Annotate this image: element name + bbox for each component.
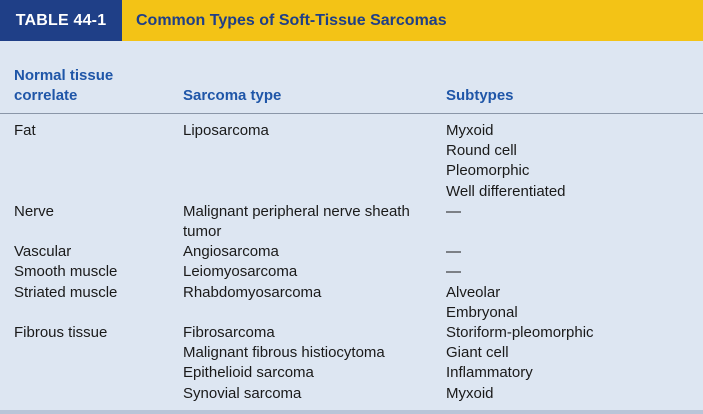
cell-sarcoma-type: Epithelioid sarcoma: [183, 364, 314, 382]
cell-subtype: Myxoid: [446, 122, 494, 139]
table-title: Common Types of Soft-Tissue Sarcomas: [136, 11, 447, 29]
cell-sarcoma-type: Angiosarcoma: [183, 243, 279, 261]
cell-subtype: Alveolar: [446, 283, 501, 301]
cell-subtype: Storiform-pleomorphic: [446, 324, 594, 341]
cell-subtype: —: [446, 243, 461, 261]
cell-tissue: Striated muscle: [14, 283, 118, 301]
cell-subtype: Round cell: [446, 142, 517, 160]
header-normal-tissue-line2: correlate: [14, 87, 78, 104]
cell-tissue: Fibrous tissue: [14, 324, 108, 341]
cell-tissue: Nerve: [14, 202, 55, 220]
header-normal-tissue-line1: Normal tissue: [14, 67, 114, 84]
cell-subtype: —: [446, 202, 461, 220]
cell-tissue: Fat: [14, 122, 36, 139]
header-normal-tissue: [14, 66, 113, 106]
cell-sarcoma-type: Malignant fibrous histiocytoma: [183, 344, 385, 362]
cell-sarcoma-type: Synovial sarcoma: [183, 384, 302, 402]
cell-sarcoma-type: Malignant peripheral nerve sheath: [183, 202, 410, 220]
table-bottom-rule: [0, 410, 703, 414]
cell-sarcoma-type: tumor: [183, 223, 222, 240]
cell-subtype: Pleomorphic: [446, 162, 530, 180]
cell-subtype: Embryonal: [446, 303, 518, 321]
table-title-bar: [0, 0, 703, 41]
cell-sarcoma-type: Fibrosarcoma: [183, 324, 275, 341]
cell-sarcoma-type: Leiomyosarcoma: [183, 263, 298, 281]
cell-sarcoma-type: Liposarcoma: [183, 122, 269, 139]
cell-subtype: Myxoid: [446, 384, 494, 402]
header-divider: [0, 113, 703, 114]
cell-subtype: Giant cell: [446, 344, 509, 362]
header-subtypes: Subtypes: [446, 87, 514, 104]
cell-subtype: Inflammatory: [446, 364, 533, 382]
cell-tissue: Smooth muscle: [14, 263, 118, 281]
cell-subtype: —: [446, 263, 461, 281]
table-number-label: TABLE 44-1: [0, 0, 122, 41]
cell-tissue: Vascular: [14, 243, 72, 261]
cell-subtype: Well differentiated: [446, 182, 566, 200]
cell-sarcoma-type: Rhabdomyosarcoma: [183, 283, 322, 301]
header-sarcoma-type: Sarcoma type: [183, 87, 282, 104]
